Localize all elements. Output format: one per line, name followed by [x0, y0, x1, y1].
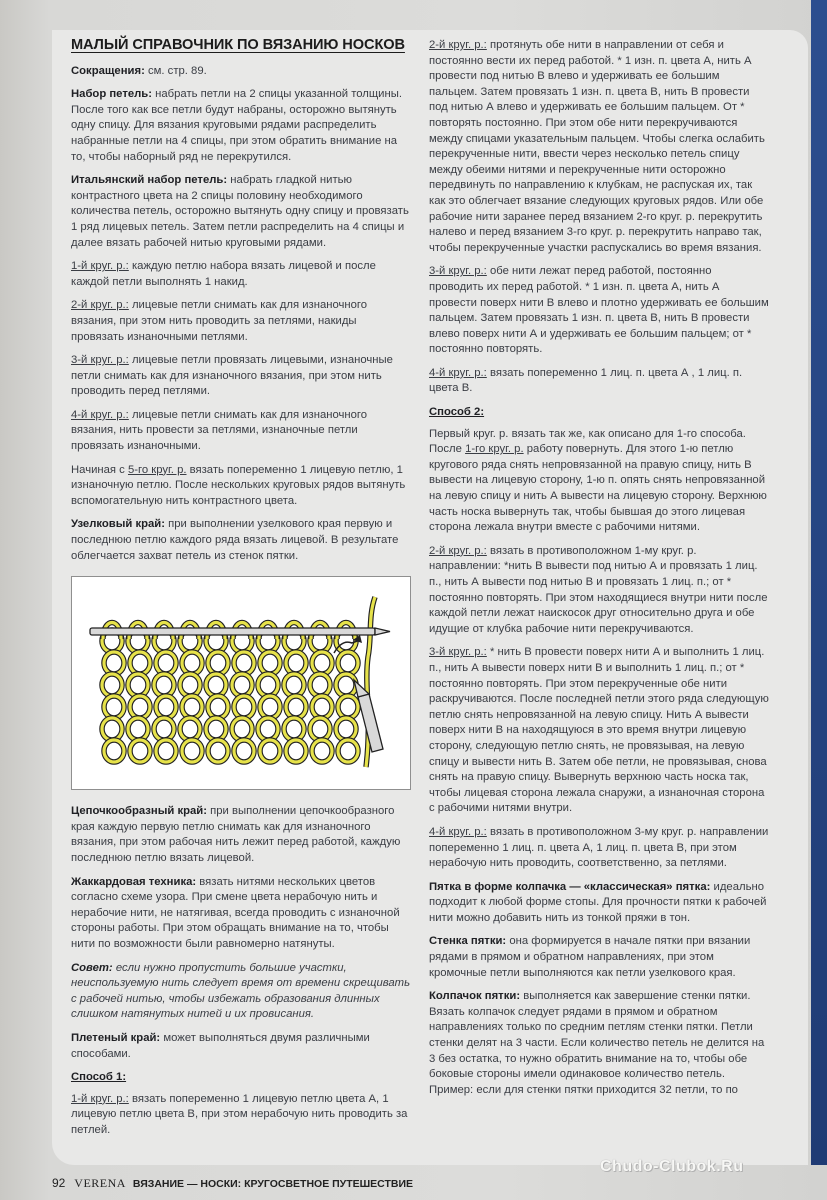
text: Первый круг. р. вязать так же, как описано для 1-го способа. После [429, 427, 746, 456]
stitch-loop [104, 740, 124, 762]
term: Цепочкообразный край: [71, 805, 207, 818]
text: см. стр. 89. [144, 64, 207, 77]
stitch-loop [156, 740, 176, 762]
stitch-loop [130, 652, 150, 674]
braided-edge-paragraph [71, 1031, 411, 1062]
stitch-loop [336, 718, 356, 740]
stitch-loop [234, 740, 254, 762]
heel-cap-paragraph [429, 880, 769, 927]
stitch-loop [208, 696, 228, 718]
stitch-loop [338, 696, 358, 718]
stitch-loop [286, 696, 306, 718]
text: лицевые петли снимать как для изнаночного вязания, нить провести за петлями, изнаночные петли провязать изнаночными. [71, 408, 368, 453]
stitch-grid [102, 597, 375, 767]
stitch-loop [312, 652, 332, 674]
stitch-loop [206, 674, 226, 696]
stitch-loop [310, 674, 330, 696]
knit-stitch-drawing [72, 577, 410, 789]
round-label: 4-й круг. р.: [429, 366, 487, 379]
watermark: Chudo-Clubok.Ru [600, 1158, 744, 1175]
italian-cast-on-paragraph [71, 173, 411, 251]
method-2-round-4-paragraph [429, 825, 769, 872]
round-5-paragraph [71, 463, 411, 510]
round-label: 3-й круг. р.: [429, 646, 487, 659]
cast-on-paragraph [71, 87, 411, 165]
stitch-loop [338, 740, 358, 762]
term: Узелковый край: [71, 518, 166, 531]
round-3-paragraph [71, 353, 411, 400]
text: * нить В провести поверх нити А и выполнить 1 лиц. п., нить А вывести поверх нити В и выполнить 1 лиц. п.; от * постоянно повторять. При этом перекрученные обе нити раскручиваются. После последней петли этого ряда следующую петлю снять непровязанной на левую спицу. Нить А вывести поверх нити В на находящуюся в это время внутри лицевую сторону, следующую петлю снять, не провязывая, на левую спицу и вывести нить В. Затем обе петли, не провязывая, снова снять на правую спицу. Вывернуть верхнюю часть носка так, чтобы лицевая сторона лежала снаружи, а изнаночная сторона с рабочими нитями внутри. [429, 646, 769, 815]
stitch-loop [286, 652, 306, 674]
round-label: 3-й круг. р.: [429, 265, 487, 278]
stitch-loop [232, 718, 252, 740]
text: каждую петлю набора вязать лицевой и после каждой петли выполнять 1 накид. [71, 260, 376, 288]
stitch-loop [310, 718, 330, 740]
text: вязать попеременно 1 лиц. п. цвета А , 1 лиц. п. цвета В. [429, 366, 743, 395]
heel-wall-paragraph [429, 934, 769, 981]
stitch-loop [128, 718, 148, 740]
page-heading: МАЛЫЙ СПРАВОЧНИК ПО ВЯЗАНИЮ НОСКОВ [71, 37, 405, 53]
stitch-loop [258, 718, 278, 740]
stitch-loop [312, 740, 332, 762]
stitch-loop [260, 696, 280, 718]
round-label: 1-й круг. р.: [71, 260, 129, 273]
stitch-loop [154, 718, 174, 740]
stitch-loop [234, 652, 254, 674]
method-2-intro-paragraph [429, 427, 769, 536]
page-footer [52, 1172, 432, 1194]
stitch-loop [232, 674, 252, 696]
text: вязать в противоположном 3-му круг. р. направлении попеременно 1 лиц. п. цвета А, 1 лиц. п. цвета В, при этом нерабочую нить проводить, соответственно, за петлями. [429, 825, 769, 870]
stitch-loop [338, 652, 358, 674]
method-2-round-2-paragraph [429, 544, 769, 638]
term: Колпачок пятки: [429, 990, 521, 1003]
stitch-loop [104, 696, 124, 718]
term: Жаккардовая техника: [71, 875, 197, 888]
needle [90, 628, 390, 752]
edge-stripe [811, 0, 827, 1165]
term: Плетеный край: [71, 1031, 161, 1044]
term: Итальянский набор петель: [71, 174, 228, 187]
term: Набор петель: [71, 88, 153, 101]
round-label: 3-й круг. р.: [71, 354, 129, 367]
method-2-round-3-paragraph [429, 645, 769, 817]
stitch-loop [130, 740, 150, 762]
stitch-loop [102, 718, 122, 740]
round-label: 4-й круг. р.: [71, 408, 129, 421]
text: при выполнении узелкового края первую и последнюю петлю каждого ряда вязать лицевой. В результате облегчается захват петель из стенок пятки. [71, 518, 399, 562]
stitch-loop [182, 740, 202, 762]
left-column [71, 38, 411, 1147]
stitch-loop [102, 674, 122, 696]
stitch-loop [154, 674, 174, 696]
text: вязать нитями нескольких цветов согласно схеме узора. При смене цвета нерабочую нить и нерабочие нити, не натягивая, всегда проводить с изнаночной стороны работы. При этом обращать внимание на то, чтобы нити по возможности были равномерно натянуты. [71, 875, 400, 950]
stitch-loop [128, 674, 148, 696]
tip-paragraph [71, 961, 411, 1023]
stitch-loop [336, 674, 356, 696]
stitch-loop [156, 652, 176, 674]
method-1-round-2-paragraph [429, 38, 769, 256]
round-4-paragraph [71, 408, 411, 455]
chain-edge-paragraph [71, 804, 411, 866]
text: работу повернуть. Для этого 1-ю петлю кругового ряда снять непровязанной на правую спицу, нить В вывести на лицевую сторону, 1-ю п. опять снять непровязанной на левую спицу и нить А вывести на лицевую сторону. Верхнюю часть носка вывернуть так, чтобы бывшая до этого лицевая сторона лежала внутри вместе с рабочими нитями. [429, 443, 767, 534]
stitch-loop [260, 740, 280, 762]
knot-edge-paragraph [71, 517, 411, 564]
text: вязать попеременно 1 лицевую петлю цвета А, 1 лицевую петлю цвета В, при этом нерабочую нить проводить за петлей. [71, 1092, 408, 1136]
right-column [429, 38, 769, 1106]
round-1-paragraph [71, 259, 411, 290]
round-label: 2-й круг. р.: [429, 544, 487, 557]
text: вязать попеременно 1 лицевую петлю, 1 изнаночную петлю. После нескольких круговых рядов вытянуть вспомогательную нить контрастного цвета. [71, 463, 406, 507]
round-label: 1-й круг. р.: [71, 1092, 129, 1105]
round-label: 1-го круг. р. [465, 443, 524, 456]
stitch-loop [208, 652, 228, 674]
term: Стенка пятки: [429, 935, 507, 948]
method-1-round-1-paragraph [71, 1092, 411, 1139]
text: Начиная с [71, 463, 128, 476]
stitch-loop [284, 718, 304, 740]
stitch-loop [234, 696, 254, 718]
stitch-loop [180, 674, 200, 696]
round-label: 5-го круг. р. [127, 463, 187, 476]
round-label: 4-й круг. р.: [429, 825, 487, 838]
stitch-loop [104, 652, 124, 674]
text: лицевые петли снимать как для изнаночного вязания, при этом нить проводить за петлями, накиды провязать изнаночными петлями. [71, 299, 368, 343]
stitch-loop [286, 740, 306, 762]
text: протянуть обе нити в направлении от себя и постоянно вести их перед работой. * 1 изн. п. цвета А, нить А провести под нитью В влево и удерживать ее большим пальцем. Затем провязать 1 изн. п. цвета В, нить В провести под нитью А влево и удерживать ее большим пальцем. От * повторять постоянно. При этом обе нити перекручиваются между спицами указательным пальцем. Чтобы слегка ослабить перекрученные нити, ввести через несколько петель спицу между обеими нитями и перекрученные нити осторожно передвинуть по направлению к клубкам, не распуская их, так как это облегчает вязание следующих круговых рядов. Или обе рабочие нити заранее перед вязанием 2-го круг. р. перекрутить налево и перед вязанием 3-го круг. р. перекрутить направо так, чтобы перекрученные участки распускались во время вязания. [429, 39, 765, 254]
text: вязать в противоположном 1-му круг. р. направлении: *нить В вывести под нитью А и провязать 1 лиц. п., нить А вывести под нитью В и провязать 1 лиц. п.; от * постоянно повторять. При этом находящиеся внутри нити после каждой петли лежат наискосок друг относительно друга и обе идущие от клубка рабочие нити перекручиваются. [429, 544, 768, 635]
stitch-loop [182, 696, 202, 718]
round-2-paragraph [71, 298, 411, 345]
text: она формируется в начале пятки при вязании рядами в прямом и обратном направлениях, при этом кромочные петли выполняются как петли узелкового края. [429, 935, 751, 979]
method-1-round-4-paragraph [429, 366, 769, 397]
stitch-loop [258, 674, 278, 696]
knitting-illustration [71, 576, 411, 790]
page-number: 92 [52, 1176, 66, 1190]
stitch-loop [284, 674, 304, 696]
method-2-heading: Способ 2: [429, 406, 485, 419]
abbr-paragraph [71, 64, 411, 80]
text: при выполнении цепочкообразного края каждую первую петлю снимать как для изнаночного вязания, при этом рабочая нить лежит перед работой, каждую последнюю петлю вязать лицевой. [71, 805, 401, 864]
stitch-loop [312, 696, 332, 718]
stitch-loop [208, 740, 228, 762]
stitch-loop [182, 652, 202, 674]
text: идеально подходит к любой форме стопы. Для прочности пятки к рабочей нити можно добавить нить из тонкой пряжи в тон. [429, 880, 767, 924]
method-1-heading: Способ 1: [71, 1071, 127, 1084]
stitch-loop [156, 696, 176, 718]
jacquard-paragraph [71, 875, 411, 953]
heel-turn-paragraph [429, 989, 769, 1098]
term: Пятка в форме колпачка — «классическая» пятка: [429, 880, 711, 893]
text: может выполняться двумя различными способами. [71, 1031, 370, 1060]
text: обе нити лежат перед работой, постоянно проводить их перед работой. * 1 изн. п. цвета А, нить А провести поверх нити В влево и плотно удерживать ее большим пальцем. Затем провязать 1 изн. п. цвета В, нить В провести влево поверх нити А и удерживать ее большим пальцем; от * постоянно повторять. [429, 265, 769, 356]
text: выполняется как завершение стенки пятки. Вязать колпачок следует рядами в прямом и обратном направлениях только по средним петлям стенки пятки. Петли стенки делят на 3 части. Если количество петель не делится на 3 без остатка, то нужно обратить внимание на то, чтобы обе боковые стороны имели одинаковое количество петель. Пример: если для стенки пятки приходится 32 петли, то по [429, 990, 765, 1096]
round-label: 2-й круг. р.: [429, 39, 487, 51]
footer-title: ВЯЗАНИЕ — НОСКИ: КРУГОСВЕТНОЕ ПУТЕШЕСТВИЕ [132, 1178, 414, 1190]
text: если нужно пропустить большие участки, неиспользуемую нить следует время от времени скрещивать с рабочей нитью, чтобы избежать образования длинных слишком натянутых нитей и их провисания. [71, 961, 411, 1021]
stitch-loop [206, 718, 226, 740]
method-1-round-3-paragraph [429, 264, 769, 358]
text: набрать петли на 2 спицы указанной толщины. После того как все петли будут набраны, осторожно вытянуть одну спицу. Для вязания круговыми рядами распределить набранные петли на 4 спицы, при этом обратить внимание на то, чтобы наборный ряд не перекрутился. [71, 88, 402, 163]
brand-logo: VERENA [74, 1176, 126, 1190]
text: набрать гладкой нитью контрастного цвета на 2 спицы половину необходимого количества петель, осторожно вытянуть одну спицу и провязать 1 ряд лицевых петель. Затем петли распределить на 4 спицы и далее вязать рабочей нитью круговыми рядами. [71, 174, 409, 249]
stitch-loop [180, 718, 200, 740]
term: Совет: [71, 961, 113, 974]
round-label: 2-й круг. р.: [71, 299, 129, 312]
stitch-loop [260, 652, 280, 674]
stitch-loop [130, 696, 150, 718]
term: Сокращения: [71, 64, 145, 77]
text: лицевые петли провязать лицевыми, изнаночные петли снимать как для изнаночного вязания, при этом нить проводить перед петлями. [71, 354, 393, 398]
